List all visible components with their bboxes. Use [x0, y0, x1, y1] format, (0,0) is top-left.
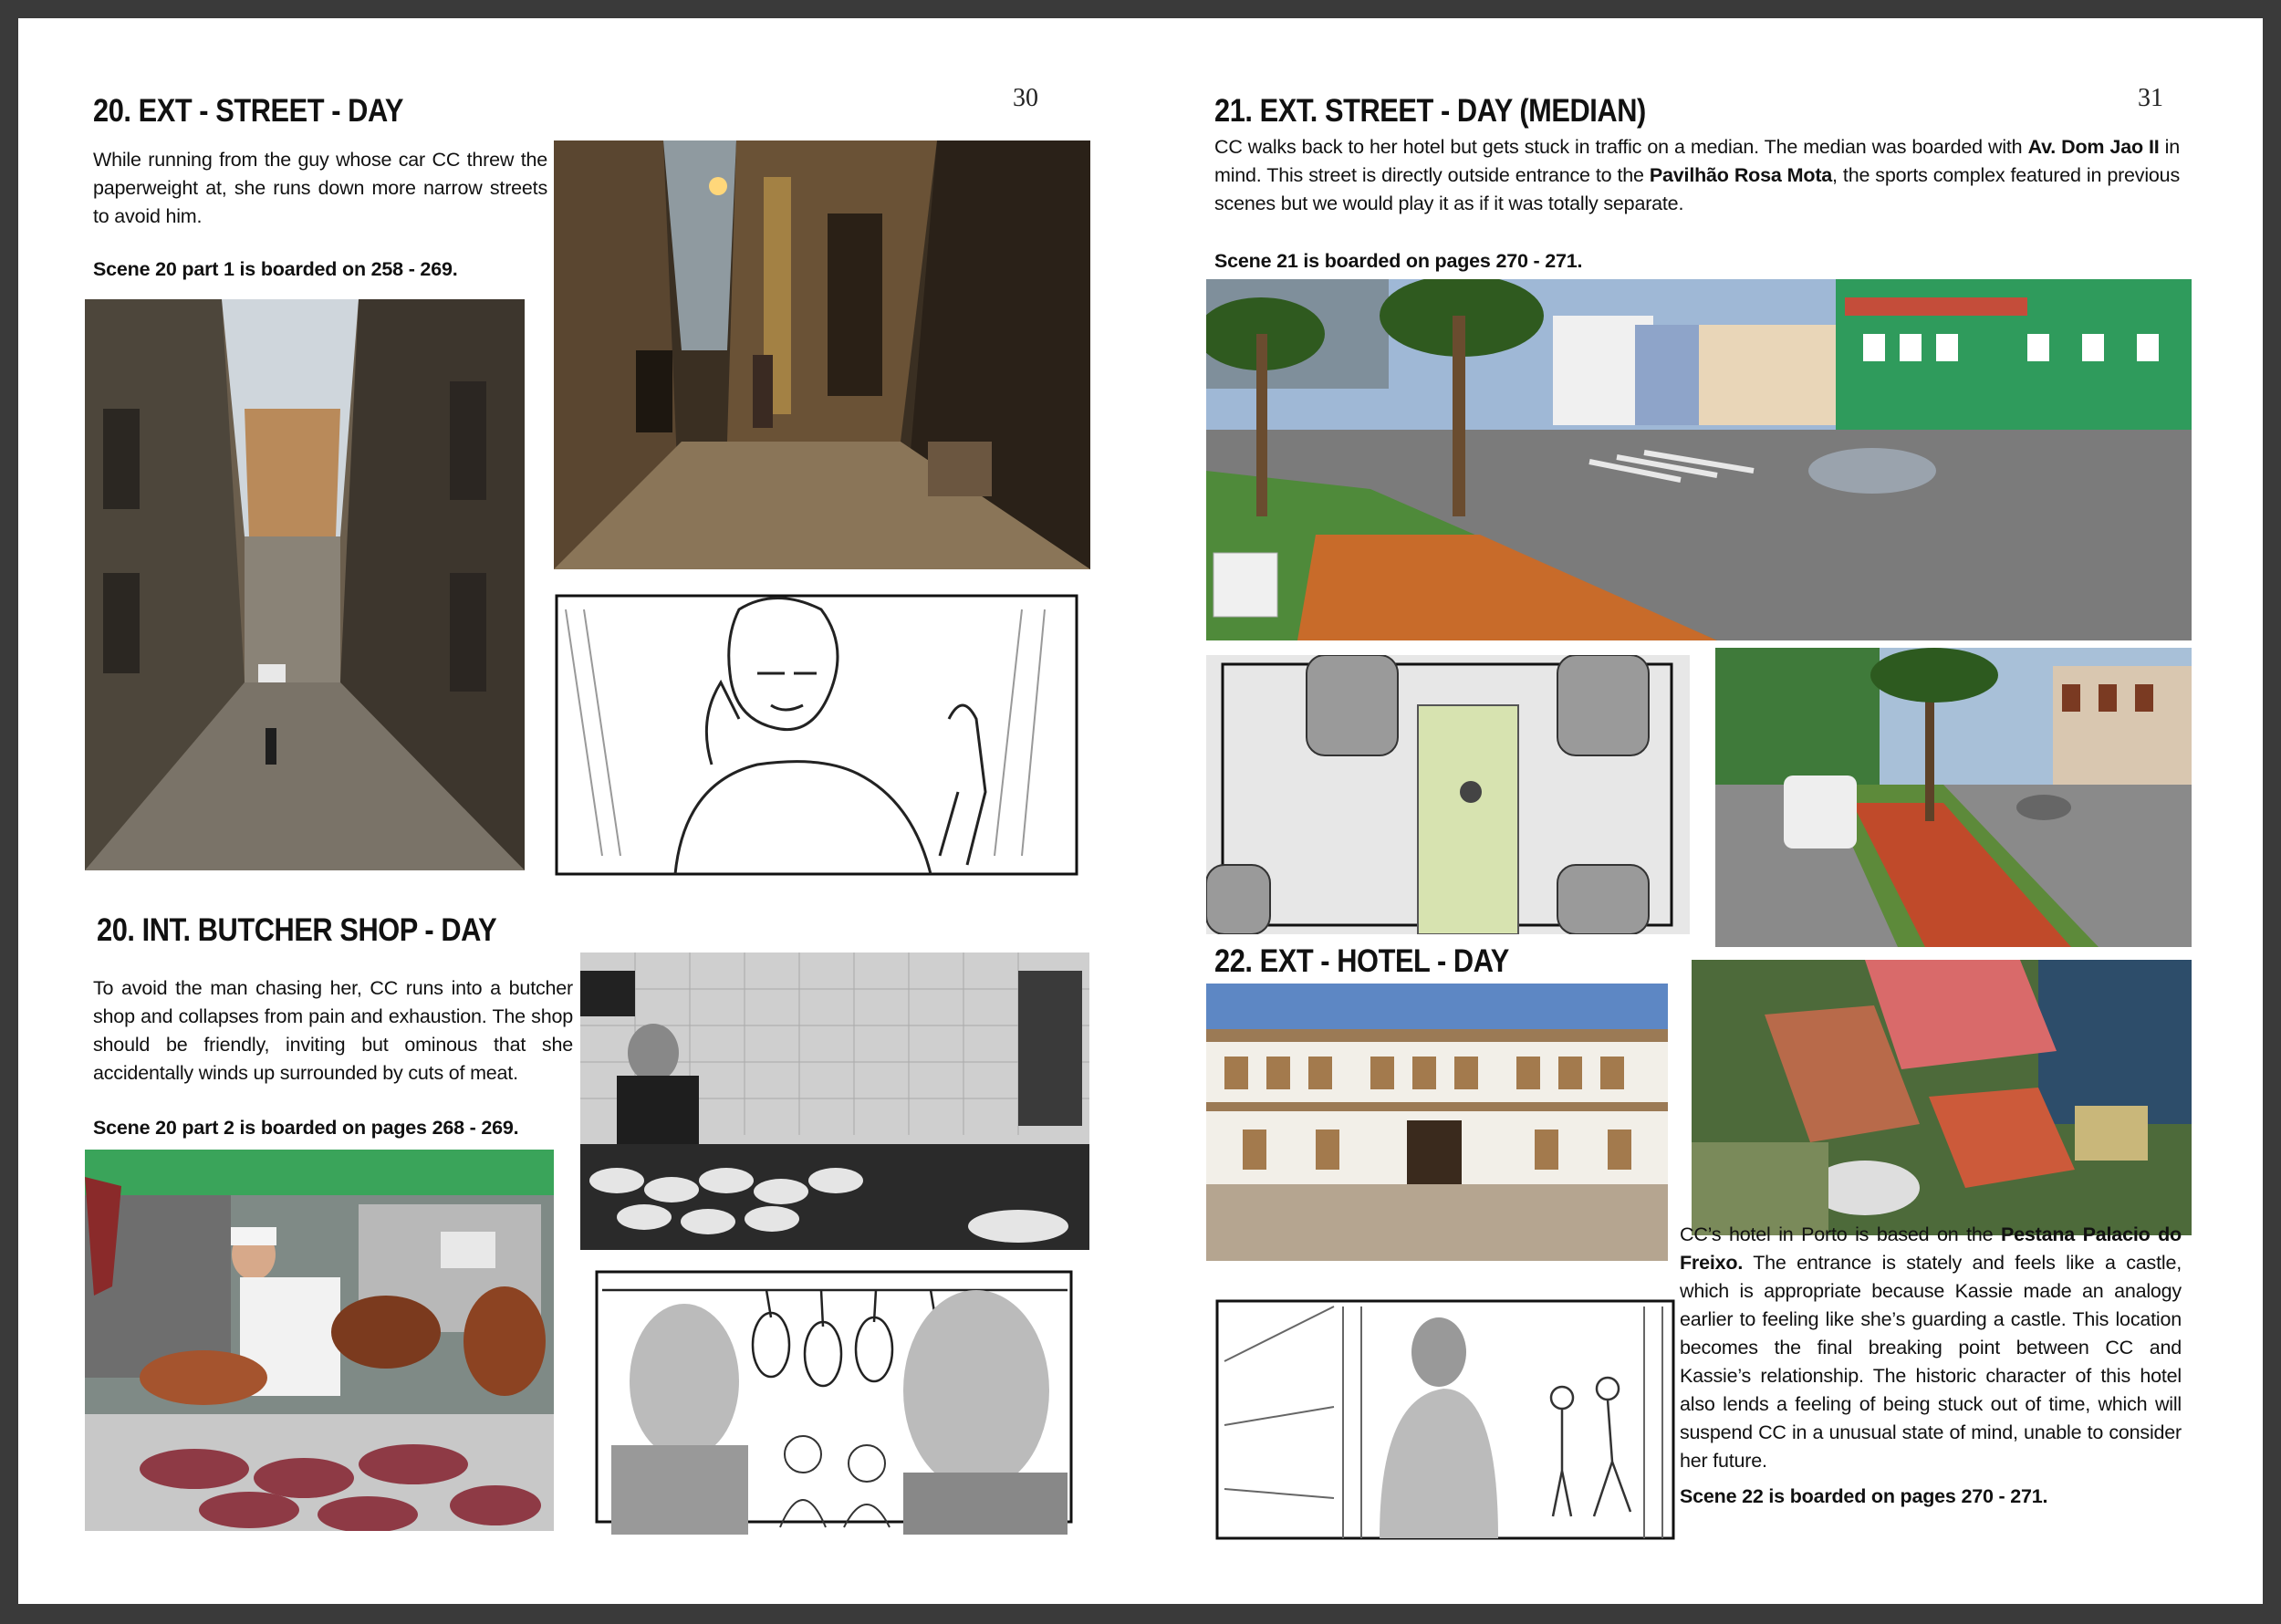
spread [18, 18, 2263, 1604]
night-alley-photo [554, 141, 1090, 569]
scene-21-boarding-note: Scene 21 is boarded on pages 270 - 271. [1214, 250, 1583, 272]
storyboard-sketch-running [547, 582, 1082, 889]
scene-20-butcher-boarding-note: Scene 20 part 2 is boarded on pages 268 - 269. [93, 1117, 519, 1139]
storyboard-sketch-butcher [584, 1263, 1086, 1535]
scene-21-heading: 21. EXT. STREET - DAY (MEDIAN) [1214, 93, 1646, 129]
scene-22-description-text: CC’s hotel in Porto is based on the Pestana Palacio do Freixo. The entrance is stately and feels like a castle, which is appropriate because Kassie made an analogy earlier to feeling like she’s guarding a castle. This location becomes the final breaking point between CC and Kassie’s relationship. The historic character of this hotel also lends a feeling of being stuck out of time, which will suspend CC in a unusual state of mind, unable to consider her future. [1680, 1223, 2182, 1472]
street-view-median-photo [1206, 279, 2192, 640]
scene-20-street-heading: 20. EXT - STREET - DAY [93, 93, 404, 129]
page-number-left: 30 [1013, 84, 1038, 112]
butcher-photo [85, 1150, 554, 1531]
fishmonger-photo [580, 953, 1089, 1250]
scene-20-street-description: While running from the guy whose car CC threw the paperweight at, she runs down more narrow streets to avoid him. [93, 149, 547, 227]
scene-21-description: CC walks back to her hotel but gets stuck in traffic on a median. The median was boarded with Av. Dom Jao II in mind. This street is directly outside entrance to the Pavilhão Rosa Mota, the sports complex featured in previous scenes but we would play it as if it was totally separate. [1214, 136, 2180, 214]
scene-22-heading: 22. EXT - HOTEL - DAY [1214, 943, 1509, 979]
median-overhead-sketch [1206, 655, 1690, 934]
scene-22-boarding-note: Scene 22 is boarded on pages 270 - 271. [1680, 1485, 2048, 1507]
storyboard-sketch-hotel [1206, 1288, 1686, 1551]
street-view-road-photo [1715, 648, 2192, 947]
page-number-right: 31 [2138, 84, 2163, 112]
narrow-street-photo [85, 299, 525, 870]
scene-20-butcher-description: To avoid the man chasing her, CC runs into a butcher shop and collapses from pain and exhaustion. The shop should be friendly, inviting but ominous that she accidentally winds up surrounded by cuts of meat. [93, 977, 573, 1084]
hotel-aerial-photo [1692, 960, 2192, 1235]
scene-20-street-boarding-note: Scene 20 part 1 is boarded on 258 - 269. [93, 258, 458, 280]
scene-20-butcher-heading: 20. INT. BUTCHER SHOP - DAY [97, 912, 497, 948]
hotel-facade-photo [1206, 984, 1668, 1261]
